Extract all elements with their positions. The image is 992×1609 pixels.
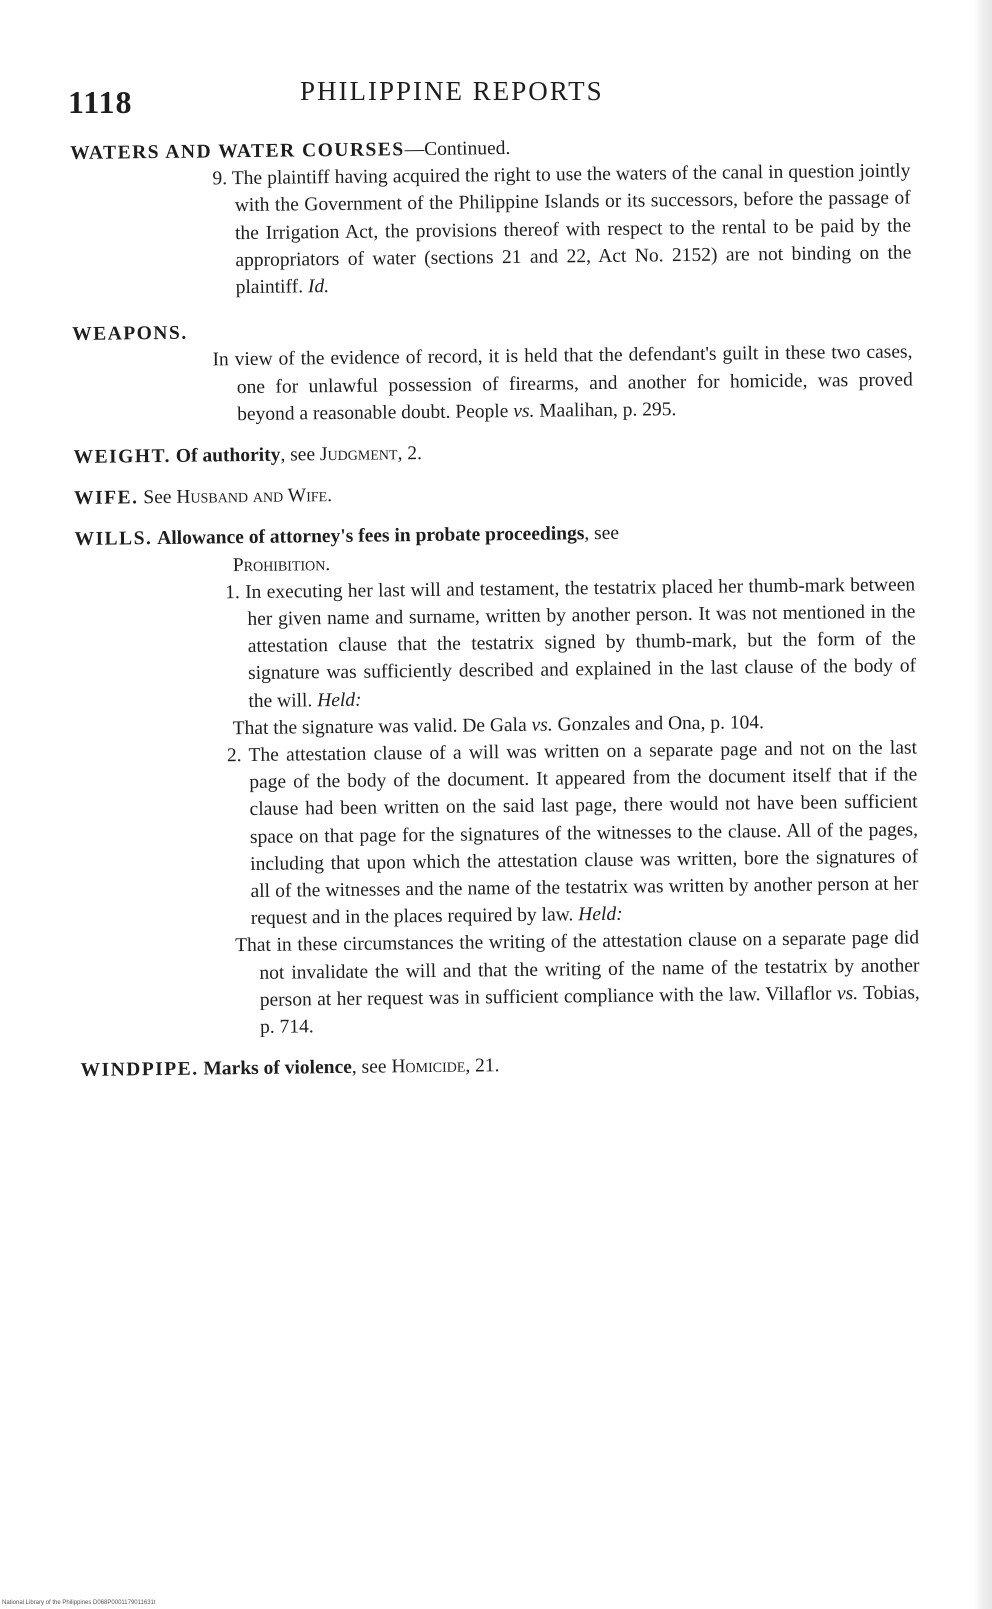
weapons-text	[72, 339, 913, 430]
case-citation: Tobias, p. 714.	[259, 982, 920, 1038]
cross-ref-husband-and-wife: Husband and Wife.	[176, 485, 333, 509]
versus: vs.	[836, 983, 859, 1005]
headword-weight: WEIGHT.	[73, 445, 172, 469]
windpipe-subject: Marks of violence	[203, 1057, 352, 1080]
scan-footer: National Library of the Philippines D068P0001179011631t	[2, 1600, 156, 1606]
held-label: Held:	[578, 904, 623, 926]
running-title: PHILIPPINE REPORTS	[300, 76, 604, 106]
item-number: 1.	[225, 581, 240, 604]
wills-subject: Allowance of attorney's fees in probate proceedings	[157, 523, 585, 550]
see-label: , see	[351, 1056, 387, 1079]
headword-wife: WIFE.	[73, 487, 139, 510]
cross-ref-judgment: Judgment	[319, 443, 398, 466]
holding-text: That in these circumstances the writing of the attestation clause on a separate page did not invalidate the will and that the writing of the name of the testatrix by another person at her request was in sufficient compliance with the law. Villaflor	[235, 927, 920, 1011]
cross-ref-prohibition: Prohibition.	[232, 553, 331, 576]
weapons-text-main: In view of the evidence of record, it is held that the defendant's guilt in these two cases, one for unlawful possession of firearms, and another for homicide, was proved beyond a reasonable doubt. People	[212, 341, 913, 425]
waters-item-9	[70, 158, 911, 304]
headword-windpipe: WINDPIPE.	[80, 1058, 199, 1082]
weapons-case: Maalihan, p. 295.	[539, 398, 677, 422]
cross-ref-number: , 2.	[397, 443, 422, 465]
item-text: The plaintiff having acquired the right to use the waters of the canal in question jointly with the Government of the Philippine Islands or its successors, before the passage of the Irrigation Act, the provisions thereof with respect to the rental to be paid by the appropriators of water (sections 21 and 22, Act No. 2152) are not binding on the plaintiff.	[231, 160, 912, 299]
headword-wills: WILLS.	[74, 528, 153, 551]
cross-ref-number: , 21.	[465, 1055, 500, 1077]
continued-label: —Continued.	[404, 138, 511, 161]
citation-id: Id.	[307, 276, 330, 298]
see-label: , see	[280, 444, 316, 466]
wills-item-2	[77, 734, 919, 934]
wills-item-2-holding	[79, 925, 920, 1043]
wills-item-1	[75, 571, 916, 717]
holding-text: That the signature was valid. De Gala	[232, 714, 527, 740]
page-number: 1118	[68, 84, 133, 120]
case-citation: Gonzales and Ona, p. 104.	[557, 712, 765, 736]
see-label: See	[143, 487, 172, 509]
versus: vs.	[531, 714, 553, 736]
see-label: , see	[584, 523, 620, 545]
held-label: Held:	[317, 689, 362, 711]
page-edge	[974, 0, 992, 1609]
index-content	[70, 130, 921, 1084]
headword-weapons: WEAPONS.	[72, 322, 188, 346]
headword-waters: WATERS AND WATER COURSES	[70, 139, 405, 164]
item-number: 2.	[226, 745, 242, 767]
weight-subject: Of authority	[175, 444, 281, 467]
versus: vs.	[513, 400, 535, 422]
item-number: 9.	[212, 168, 228, 190]
cross-ref-homicide: Homicide	[391, 1055, 466, 1078]
item-text: In executing her last will and testament, the testatrix placed her thumb-mark between her given name and surname, written by another person. It was not mentioned in the attestation clause that the testatrix signed by thumb-mark, but the form of the signature was sufficiently described and explained in the last clause of the body of the will.	[245, 574, 917, 712]
item-text: The attestation clause of a will was written on a separate page and not on the last page of the body of the document. It appeared from the document itself that if the clause had been written on the said last page, there would not have been sufficient space on that page for the signatures of the witnesses to the clause. All of the pages, including that upon which the attestation clause was written, bore the signatures of all of the witnesses and the name of the testatrix was written by another person at her request and in the places required by law.	[248, 737, 919, 930]
